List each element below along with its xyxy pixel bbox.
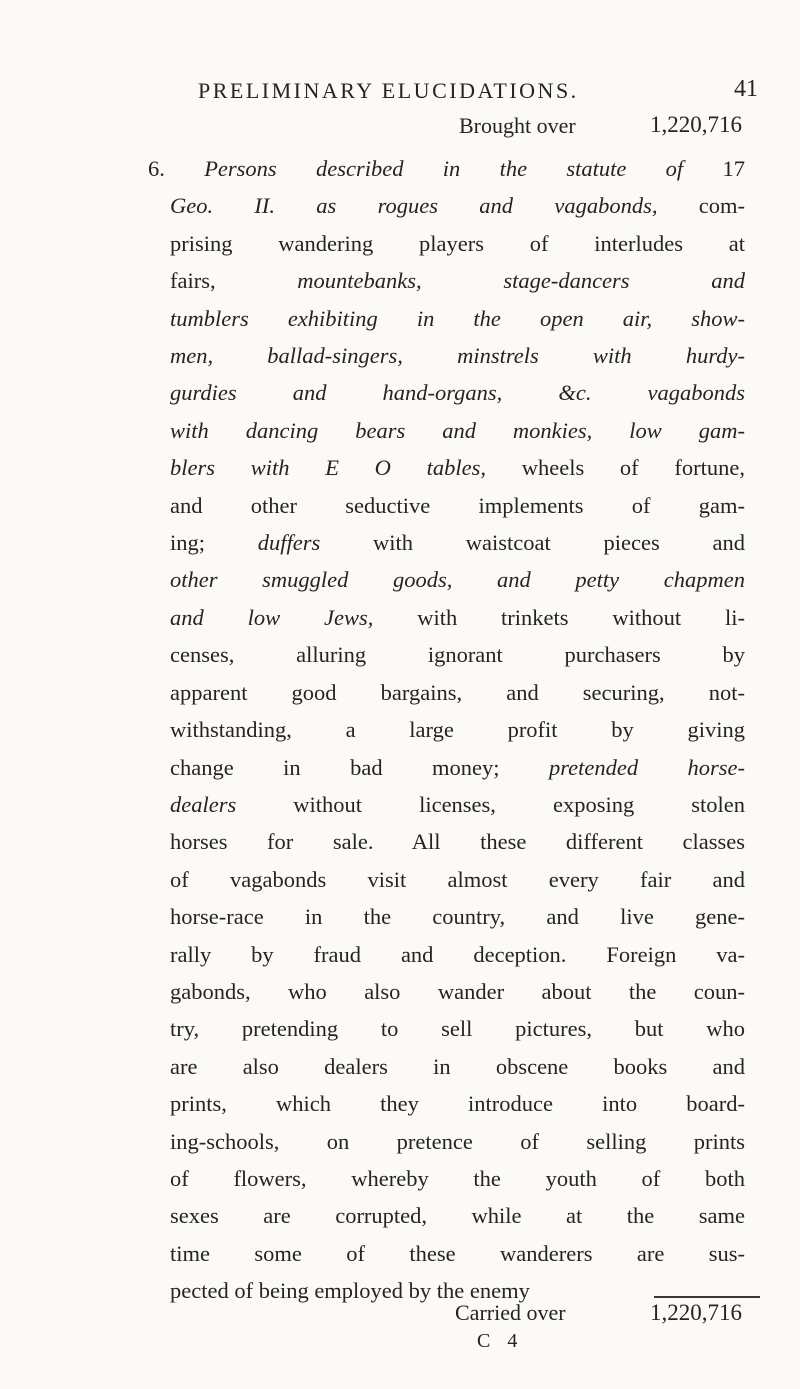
text-line xyxy=(170,337,745,374)
text-line xyxy=(170,636,745,673)
text-line xyxy=(170,524,745,561)
roman-text: horse-race in the country, and live gene- xyxy=(170,904,745,930)
text-line xyxy=(170,1197,745,1234)
sum-rule xyxy=(654,1296,760,1298)
roman-text: without licenses, exposing stolen xyxy=(236,791,745,817)
text-line xyxy=(170,412,745,449)
roman-text: and other seductive implements of gam- xyxy=(170,492,745,518)
roman-text: horses for sale. All these different classes xyxy=(170,829,745,855)
italic-text: other smuggled goods, and petty chapmen xyxy=(170,567,745,593)
text-line xyxy=(170,487,745,524)
roman-text: of flowers, whereby the youth of both xyxy=(170,1165,745,1191)
roman-text: 17 xyxy=(683,156,745,181)
signature-mark: C 4 xyxy=(477,1330,524,1352)
carried-over-amount: 1,220,716 xyxy=(650,1300,742,1325)
italic-text: blers with E O tables, xyxy=(170,455,487,481)
text-line xyxy=(170,374,745,411)
roman-text: are also dealers in obscene books and xyxy=(170,1053,745,1079)
text-line xyxy=(170,936,745,973)
text-line xyxy=(170,225,745,262)
body-paragraph xyxy=(148,150,745,1310)
text-line xyxy=(170,449,745,486)
roman-text: of vagabonds visit almost every fair and xyxy=(170,866,745,892)
roman-text: rally by fraud and deception. Foreign va- xyxy=(170,941,745,967)
roman-text: sexes are corrupted, while at the same xyxy=(170,1203,745,1229)
roman-text: prints, which they introduce into board- xyxy=(170,1091,745,1117)
text-line xyxy=(170,861,745,898)
italic-text: Persons described in the statute of xyxy=(204,156,684,181)
italic-text: gurdies and hand-organs, &c. vagabonds xyxy=(170,380,745,406)
italic-text: men, ballad-singers, minstrels with hurdy- xyxy=(170,343,745,369)
roman-text: 6. xyxy=(148,156,205,181)
italic-text: with dancing bears and monkies, low gam- xyxy=(170,417,745,443)
italic-text: and low Jews, xyxy=(170,604,374,630)
roman-text: apparent good bargains, and securing, not- xyxy=(170,679,745,705)
text-line xyxy=(170,786,745,823)
text-line xyxy=(170,1048,745,1085)
text-line xyxy=(170,898,745,935)
text-line xyxy=(170,1085,745,1122)
roman-text: wheels of fortune, xyxy=(486,455,745,481)
roman-text: fairs, xyxy=(170,268,298,294)
text-line xyxy=(170,1160,745,1197)
italic-text: tumblers exhibiting in the open air, show- xyxy=(170,305,745,331)
text-line xyxy=(170,300,745,337)
text-line xyxy=(170,599,745,636)
text-line xyxy=(170,674,745,711)
text-line xyxy=(170,1010,745,1047)
text-line xyxy=(170,823,745,860)
carried-over-label: Carried over xyxy=(455,1300,566,1325)
text-line xyxy=(170,187,745,224)
text-line xyxy=(170,749,745,786)
italic-text: duffers xyxy=(257,530,321,556)
roman-text: change in bad money; xyxy=(170,754,549,780)
running-head: PRELIMINARY ELUCIDATIONS. xyxy=(198,78,579,103)
text-line xyxy=(170,561,745,598)
italic-text: Geo. II. as rogues and vagabonds, xyxy=(170,193,658,219)
brought-over-amount: 1,220,716 xyxy=(650,112,742,137)
italic-text: mountebanks, stage-dancers and xyxy=(297,268,745,294)
roman-text: pected of being employed by the enemy xyxy=(170,1278,530,1304)
roman-text: ing-schools, on pretence of selling prints xyxy=(170,1128,745,1154)
text-line xyxy=(170,711,745,748)
brought-over-label: Brought over xyxy=(459,113,576,138)
text-line xyxy=(170,1235,745,1272)
roman-text: ing; xyxy=(170,530,258,556)
text-line xyxy=(148,150,745,187)
roman-text: with waistcoat pieces and xyxy=(320,530,745,556)
roman-text: with trinkets without li- xyxy=(373,604,745,630)
roman-text: gabonds, who also wander about the coun- xyxy=(170,978,745,1004)
text-line xyxy=(170,1123,745,1160)
page-number: 41 xyxy=(734,76,758,102)
italic-text: dealers xyxy=(170,791,237,817)
roman-text: time some of these wanderers are sus- xyxy=(170,1240,745,1266)
roman-text: try, pretending to sell pictures, but who xyxy=(170,1016,745,1042)
text-line xyxy=(170,262,745,299)
roman-text: prising wandering players of interludes at xyxy=(170,230,745,256)
italic-text: pretended horse- xyxy=(548,754,745,780)
roman-text: com- xyxy=(657,193,745,219)
text-line xyxy=(170,973,745,1010)
roman-text: censes, alluring ignorant purchasers by xyxy=(170,642,745,668)
roman-text: withstanding, a large profit by giving xyxy=(170,717,745,743)
